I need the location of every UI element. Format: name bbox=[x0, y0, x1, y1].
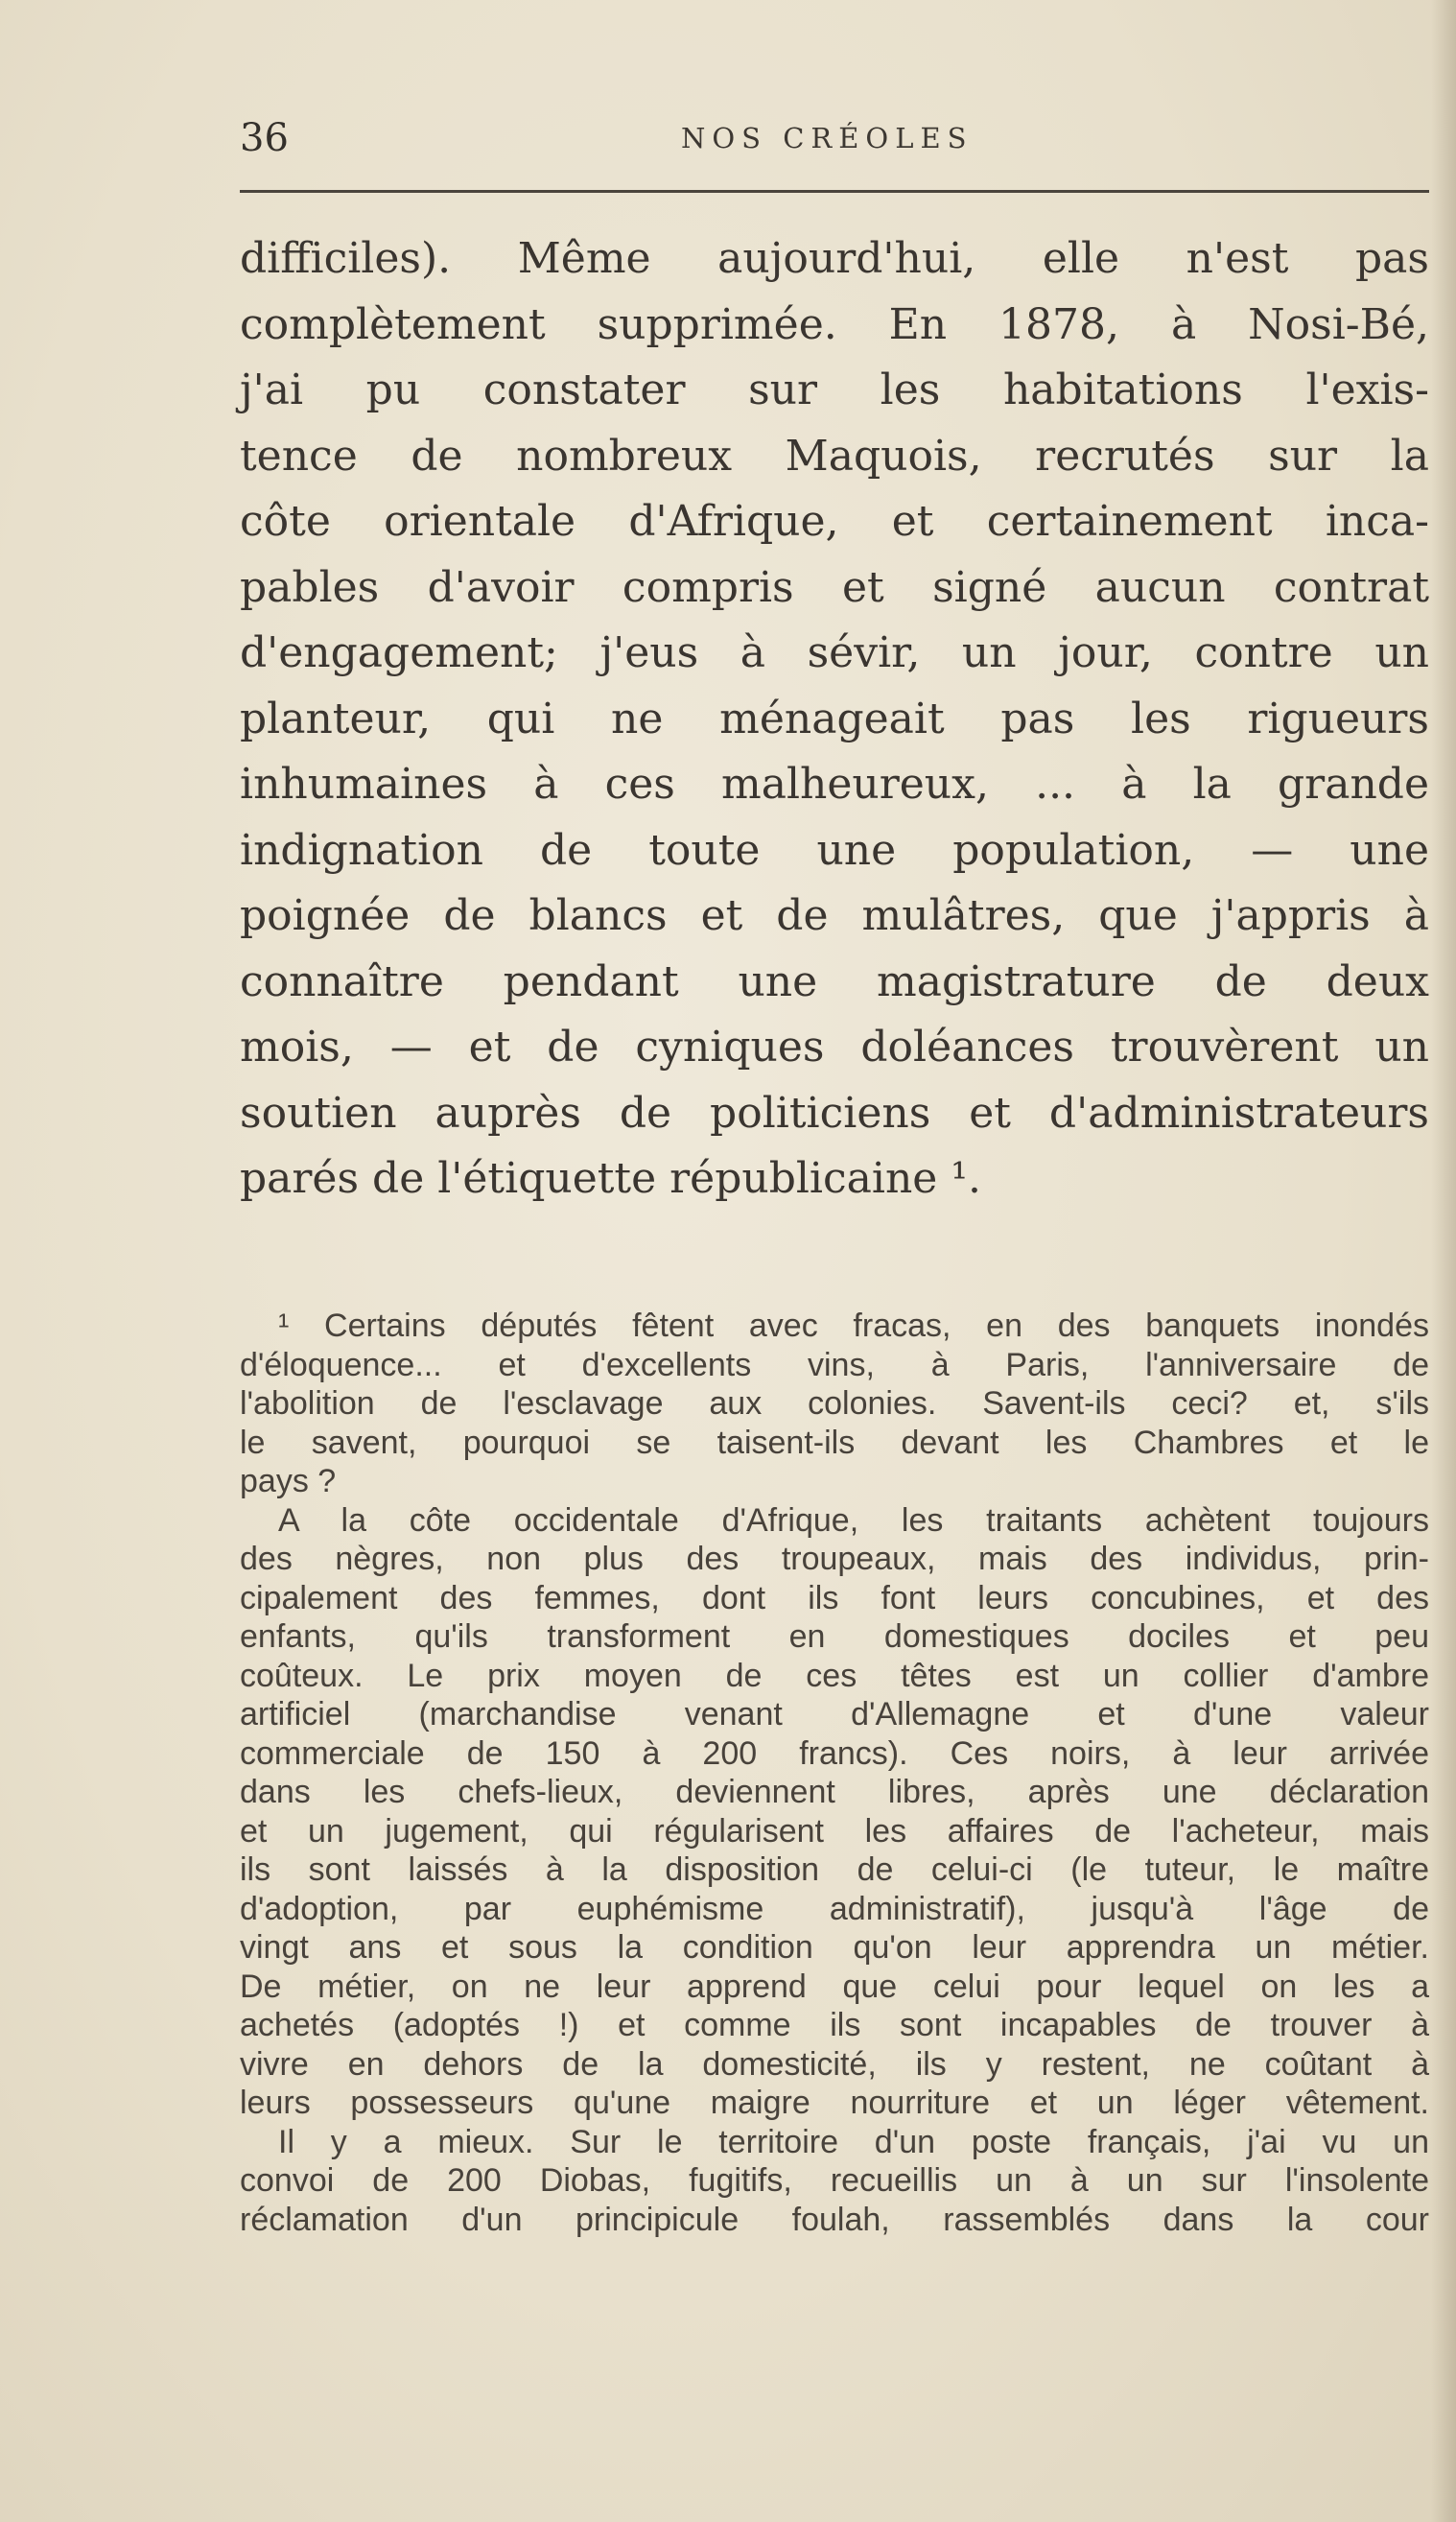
main-line-1: difficiles). Même aujourd'hui, elle n'est pas bbox=[240, 234, 1429, 283]
main-line-2: complètement supprimée. En 1878, à Nosi-Bé, bbox=[240, 299, 1429, 349]
footnote-line-16: d'adoption, par euphémisme administratif), jusqu'à l'âge de bbox=[240, 1890, 1429, 1927]
footnote-line-19: achetés (adoptés !) et comme ils sont incapables de trouver à bbox=[240, 2007, 1429, 2043]
footnotes bbox=[240, 1307, 1429, 2239]
footnote-line-9: enfants, qu'ils transforment en domestiques dociles et peu bbox=[240, 1618, 1429, 1655]
footnote-line-17: vingt ans et sous la condition qu'on leur apprendra un métier. bbox=[240, 1929, 1429, 1966]
footnote-line-4: le savent, pourquoi se taisent-ils devant les Chambres et le bbox=[240, 1424, 1429, 1461]
main-line-13: mois, — et de cyniques doléances trouvèrent un bbox=[240, 1023, 1429, 1072]
main-line-10: indignation de toute une population, — une bbox=[240, 825, 1429, 875]
footnote-line-15: ils sont laissés à la disposition de celui-ci (le tuteur, le maître bbox=[240, 1851, 1429, 1888]
footnote-line-22: Il y a mieux. Sur le territoire d'un poste français, j'ai vu un bbox=[278, 2123, 1429, 2160]
main-line-4: tence de nombreux Maquois, recrutés sur la bbox=[240, 431, 1429, 481]
page-number: 36 bbox=[240, 116, 289, 160]
main-line-7: d'engagement; j'eus à sévir, un jour, contre un bbox=[240, 628, 1429, 677]
footnote-line-6: A la côte occidentale d'Afrique, les traitants achètent toujours bbox=[278, 1501, 1429, 1539]
main-line-6: pables d'avoir compris et signé aucun contrat bbox=[240, 562, 1429, 612]
main-line-14: soutien auprès de politiciens et d'administrateurs bbox=[240, 1088, 1429, 1138]
main-line-9: inhumaines à ces malheureux, ... à la grande bbox=[240, 760, 1429, 809]
page-edge-shadow bbox=[1431, 0, 1456, 2522]
footnote-line-5: pays ? bbox=[240, 1463, 337, 1499]
footnote-line-18: De métier, on ne leur apprend que celui pour lequel on les a bbox=[240, 1968, 1429, 2005]
footnote-line-13: dans les chefs-lieux, deviennent libres, après une déclaration bbox=[240, 1774, 1429, 1810]
main-line-8: planteur, qui ne ménageait pas les rigueurs bbox=[240, 694, 1429, 743]
footnote-line-20: vivre en dehors de la domesticité, ils y restent, ne coûtant à bbox=[240, 2045, 1429, 2083]
footnote-line-11: artificiel (marchandise venant d'Allemagne et d'une valeur bbox=[240, 1696, 1429, 1732]
footnote-line-14: et un jugement, qui régularisent les affaires de l'acheteur, mais bbox=[240, 1812, 1429, 1850]
footnote-line-21: leurs possesseurs qu'une maigre nourriture et un léger vêtement. bbox=[240, 2085, 1429, 2121]
footnote-line-1: ¹ Certains députés fêtent avec fracas, en des banquets inondés bbox=[278, 1308, 1429, 1344]
main-line-3: j'ai pu constater sur les habitations l'exis- bbox=[240, 365, 1429, 414]
footnote-line-23: convoi de 200 Diobas, fugitifs, recueillis un à un sur l'insolente bbox=[240, 2162, 1429, 2199]
header-rule bbox=[240, 190, 1429, 193]
footnote-line-12: commerciale de 150 à 200 francs). Ces noirs, à leur arrivée bbox=[240, 1734, 1429, 1772]
footnote-line-10: coûteux. Le prix moyen de ces têtes est un collier d'ambre bbox=[240, 1657, 1429, 1694]
footnote-line-2: d'éloquence... et d'excellents vins, à Paris, l'anniversaire de bbox=[240, 1346, 1429, 1383]
main-line-5: côte orientale d'Afrique, et certainement inca- bbox=[240, 497, 1429, 546]
page-header bbox=[240, 113, 1429, 163]
footnote-line-3: l'abolition de l'esclavage aux colonies. Savent-ils ceci? et, s'ils bbox=[240, 1385, 1429, 1422]
footnote-line-7: des nègres, non plus des troupeaux, mais des individus, prin- bbox=[240, 1541, 1429, 1577]
running-title: NOS CRÉOLES bbox=[681, 122, 974, 154]
main-line-11: poignée de blancs et de mulâtres, que j'appris à bbox=[240, 891, 1429, 940]
main-line-12: connaître pendant une magistrature de deux bbox=[240, 956, 1429, 1006]
footnote-line-24: réclamation d'un principicule foulah, rassemblés dans la cour bbox=[240, 2201, 1429, 2238]
main-text bbox=[240, 226, 1429, 1213]
footnote-line-8: cipalement des femmes, dont ils font leurs concubines, et des bbox=[240, 1579, 1429, 1616]
main-line-15: parés de l'étiquette républicaine ¹. bbox=[240, 1154, 981, 1203]
